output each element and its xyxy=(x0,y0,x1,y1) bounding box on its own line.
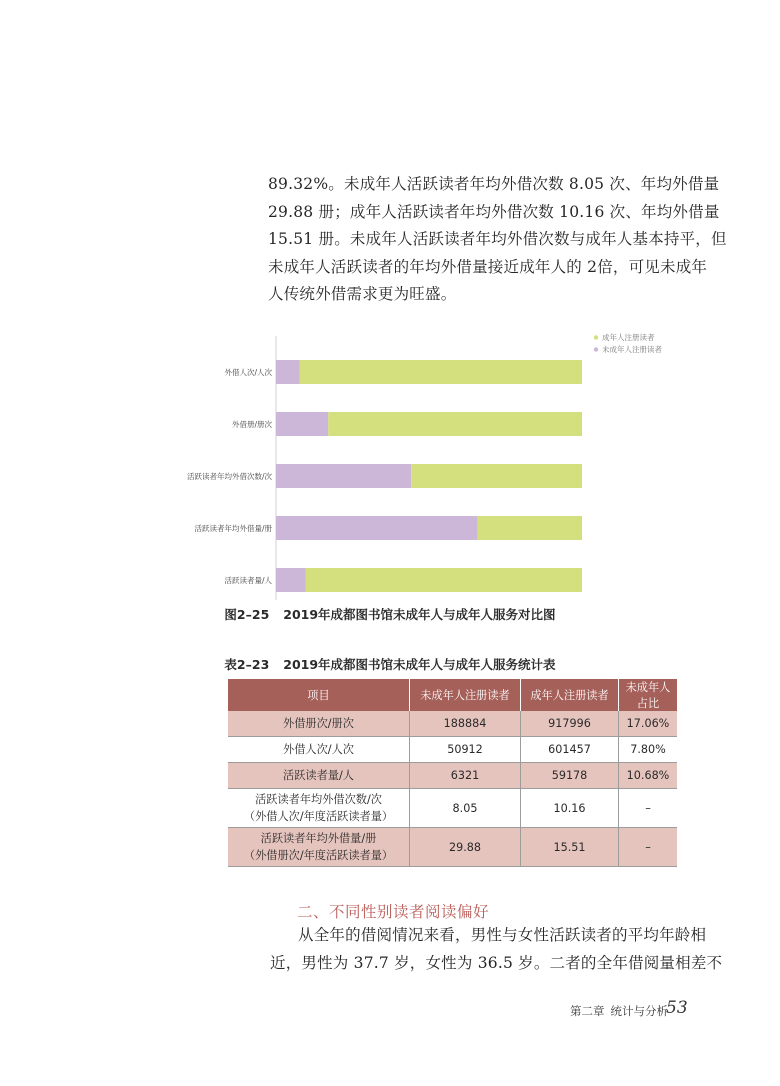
cell-minor: 188884 xyxy=(410,711,521,737)
page-number: 53 xyxy=(666,998,688,1018)
cell-adult: 917996 xyxy=(521,711,619,737)
table-caption xyxy=(0,655,780,673)
section-title: 二、不同性别读者阅读偏好 xyxy=(297,903,490,921)
legend-label: 未成年人注册读者 xyxy=(602,345,662,354)
cell-minor: 8.05 xyxy=(410,789,521,828)
cell-item xyxy=(228,789,410,828)
cell-item-text: 活跃读者年均外借量/册 xyxy=(260,832,377,845)
text-line: 人传统外借需求更为旺盛。 xyxy=(268,285,457,304)
category-label: 外借人次/人次 xyxy=(224,368,272,377)
cell-item-note: （外借册次/年度活跃读者量） xyxy=(243,849,394,862)
category-label: 活跃读者年均外借量/册 xyxy=(194,524,272,533)
text-line: 近，男性为 37.7 岁，女性为 36.5 岁。二者的全年借阅量相差不 xyxy=(270,953,723,972)
header-adult: 成年人注册读者 xyxy=(521,679,619,711)
footer-section: 统计与分析 xyxy=(610,1004,668,1018)
cell-minor: 6321 xyxy=(410,763,521,789)
figure-number: 图2–25 xyxy=(224,607,270,622)
bar-minor xyxy=(276,464,411,488)
cell-adult: 59178 xyxy=(521,763,619,789)
cell-minor: 29.88 xyxy=(410,828,521,867)
cell-item-text: 外借册次/册次 xyxy=(283,717,354,730)
bar-minor xyxy=(276,568,306,592)
table-number: 表2–23 xyxy=(224,657,270,672)
header-item: 项目 xyxy=(228,679,410,711)
bar-minor xyxy=(276,360,300,384)
bar-adult xyxy=(411,464,582,488)
bar-minor xyxy=(276,412,328,436)
bar-adult xyxy=(328,412,582,436)
cell-ratio: – xyxy=(619,789,678,828)
cell-item xyxy=(228,763,410,789)
cell-ratio: – xyxy=(619,828,678,867)
cell-ratio: 17.06% xyxy=(619,711,678,737)
cell-item-text: 外借人次/人次 xyxy=(283,743,354,756)
cell-minor: 50912 xyxy=(410,737,521,763)
table-row xyxy=(228,828,677,867)
table-header-row xyxy=(228,679,677,711)
table-title: 2019年成都图书馆未成年人与成年人服务统计表 xyxy=(283,657,556,672)
text-line: 89.32%。未成年人活跃读者年均外借次数 8.05 次、年均外借量 xyxy=(268,175,720,193)
header-ratio: 未成年人占比 xyxy=(619,679,678,711)
text-line: 从全年的借阅情况来看，男性与女性活跃读者的平均年龄相 xyxy=(298,926,707,944)
legend-swatch xyxy=(594,347,598,351)
page-footer xyxy=(570,1003,668,1019)
bar-minor xyxy=(276,516,477,540)
comparison-bar-chart xyxy=(180,330,700,600)
table-row xyxy=(228,789,677,828)
category-label: 活跃读者量/人 xyxy=(224,576,272,585)
category-label: 活跃读者年均外借次数/次 xyxy=(186,472,272,481)
table-row xyxy=(228,737,677,763)
cell-item xyxy=(228,828,410,867)
cell-item xyxy=(228,737,410,763)
cell-adult: 10.16 xyxy=(521,789,619,828)
text-line: 29.88 册；成年人活跃读者年均外借次数 10.16 次、年均外借量 xyxy=(268,202,720,221)
text-line: 15.51 册。未成年人活跃读者年均外借次数与成年人基本持平，但 xyxy=(268,230,727,249)
intro-paragraph xyxy=(268,171,727,309)
cell-item-text: 活跃读者年均外借次数/次 xyxy=(255,793,382,806)
text-line: 未成年人活跃读者的年均外借量接近成年人的 2倍，可见未成年 xyxy=(268,257,708,276)
bar-adult xyxy=(477,516,582,540)
cell-item xyxy=(228,711,410,737)
figure-caption xyxy=(0,605,780,623)
body-paragraph xyxy=(270,922,723,977)
table-row xyxy=(228,763,677,789)
bar-adult xyxy=(306,568,582,592)
figure-title: 2019年成都图书馆未成年人与成年人服务对比图 xyxy=(283,607,556,622)
stats-table xyxy=(228,679,677,867)
legend-label: 成年人注册读者 xyxy=(602,333,655,342)
footer-chapter: 第二章 xyxy=(570,1004,605,1018)
cell-ratio: 10.68% xyxy=(619,763,678,789)
legend-swatch xyxy=(594,335,598,339)
cell-ratio: 7.80% xyxy=(619,737,678,763)
bar-adult xyxy=(300,360,582,384)
table-row xyxy=(228,711,677,737)
header-minor: 未成年人注册读者 xyxy=(410,679,521,711)
cell-item-text: 活跃读者量/人 xyxy=(283,769,354,782)
category-label: 外借册/册次 xyxy=(231,420,272,429)
cell-adult: 15.51 xyxy=(521,828,619,867)
cell-item-note: （外借人次/年度活跃读者量） xyxy=(243,810,394,823)
cell-adult: 601457 xyxy=(521,737,619,763)
